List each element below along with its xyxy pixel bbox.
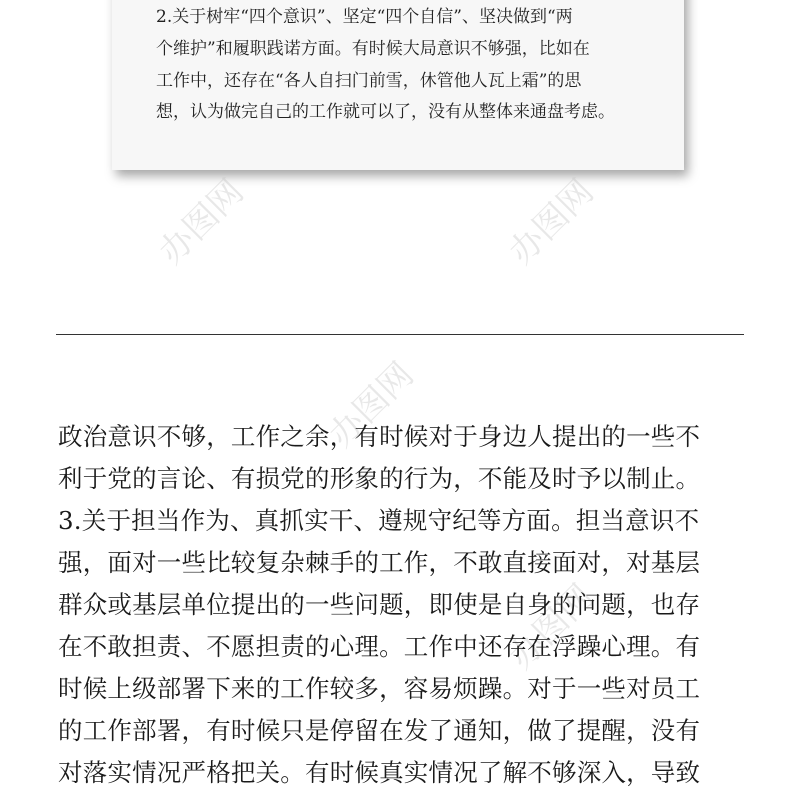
body-text-line: 群众或基层单位提出的一些问题，即使是自身的问题，也存 xyxy=(58,590,701,619)
watermark: 办图网 xyxy=(321,354,422,456)
body-text-line: 的工作部署，有时候只是停留在发了通知，做了提醒，没有 xyxy=(58,716,701,745)
card-text-line: 个维护”和履职践诺方面。有时候大局意识不够强，比如在 xyxy=(156,39,590,59)
section-divider xyxy=(56,334,744,335)
card-text-line: 2.关于树牢“四个意识”、坚定“四个自信”、坚决做到“两 xyxy=(156,7,573,27)
body-text-line: 强，面对一些比较复杂棘手的工作，不敢直接面对，对基层 xyxy=(58,548,701,577)
body-text-line: 3.关于担当作为、真抓实干、遵规守纪等方面。担当意识不 xyxy=(58,506,700,535)
card-text-line: 想，认为做完自己的工作就可以了，没有从整体来通盘考虑。 xyxy=(156,102,615,122)
watermark: 办图网 xyxy=(501,576,602,678)
body-text-line: 对落实情况严格把关。有时候真实情况了解不够深入，导致 xyxy=(58,758,701,787)
body-text-line: 政治意识不够，工作之余，有时候对于身边人提出的一些不 xyxy=(58,422,701,451)
body-text-line: 时候上级部署下来的工作较多，容易烦躁。对于一些对员工 xyxy=(58,674,701,703)
preview-card xyxy=(112,0,684,170)
body-text-line: 在不敢担责、不愿担责的心理。工作中还存在浮躁心理。有 xyxy=(58,632,701,661)
watermark: 办图网 xyxy=(151,171,252,273)
card-text-line: 工作中，还存在“各人自扫门前雪，休管他人瓦上霜”的思 xyxy=(156,71,582,91)
watermark: 办图网 xyxy=(501,171,602,273)
body-text-line: 利于党的言论、有损党的形象的行为，不能及时予以制止。 xyxy=(58,464,701,493)
